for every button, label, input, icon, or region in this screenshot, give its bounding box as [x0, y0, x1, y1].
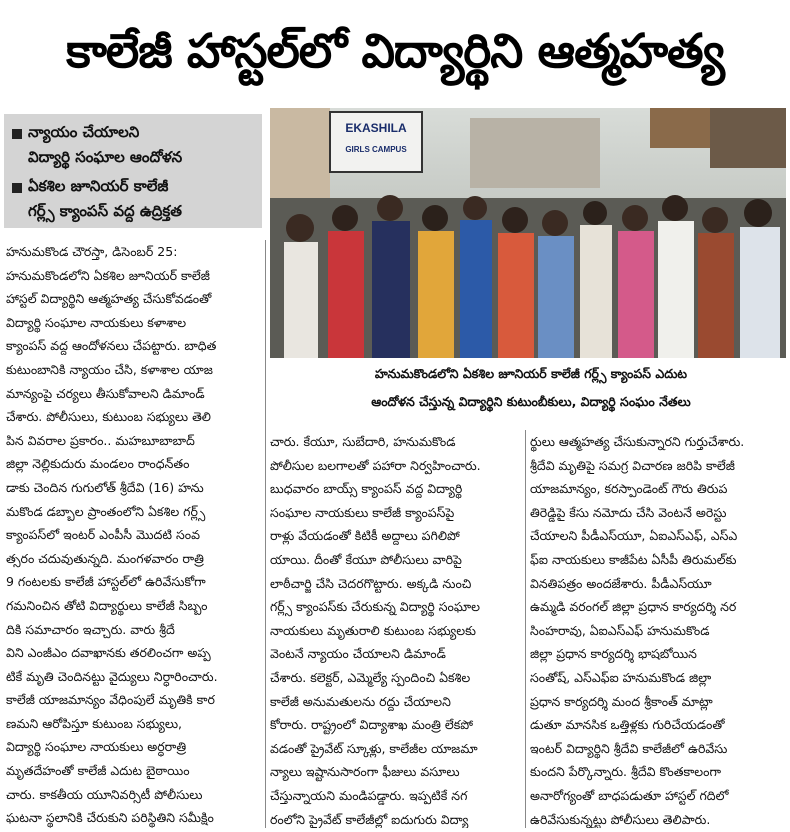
- caption-line: ఆందోళన చేస్తున్న విద్యార్థిని కుటుంబీకులు, విద్యార్థి సంఘం నేతలు: [371, 394, 691, 409]
- news-photo: [270, 108, 786, 358]
- article-line: టికే మృతి చెందినట్టు వైద్యులు నిర్ధారించారు.: [6, 668, 218, 684]
- article-line: సింహరావు, ఏఐఎస్‌ఎఫ్ హనుమకొండ: [530, 622, 710, 638]
- article-line: వెంటనే న్యాయం చేయాలని డిమాండ్: [270, 646, 446, 662]
- article-line: యాయి. దీంతో కేయూ పోలీసులు వారిపై: [270, 551, 462, 567]
- article-line: క్యాంపస్‌లో ఇంటర్ ఎంపీసీ మొదటి సంవ: [6, 527, 200, 543]
- article-line: డాకు చెందిన గుగులోత్ శ్రీదేవి (16) హను: [6, 479, 204, 495]
- article-line: ఘటనా స్థలానికి చేరుకుని పరిస్థితిని సమీక్షిం: [6, 810, 214, 826]
- article-line: మృతదేహంతో కాలేజీ ఎదుట బైఠాయిం: [6, 763, 190, 779]
- article-line: చేశారు. పోలీసులు, కుటుంబ సభ్యులు తెలి: [6, 409, 211, 425]
- article-line: రాళ్లు వేయడంతో కిటికీ అద్దాలు పగిలిపో: [270, 528, 460, 544]
- article-line: మకొండ డబ్బాల ప్రాంతంలోని ఏకశిల గర్ల్స్: [6, 503, 206, 519]
- subhead-line: విద్యార్థి సంఘాల ఆందోళన: [28, 148, 183, 166]
- article-line: పోలీసుల బలగాలతో పహారా నిర్వహించారు.: [270, 457, 481, 473]
- article-line: వినతిపత్రం అందజేశారు. పీడీఎస్‌యూ: [530, 575, 712, 591]
- article-line: హనుమకొండ చౌరస్తా, డిసెంబర్ 25:: [6, 244, 178, 259]
- article-line: తిరెడ్డిపై కేసు నమోదు చేసి వెంటనే అరెస్టు: [530, 504, 727, 520]
- subhead-line: గర్ల్స్ క్యాంపస్ వద్ద ఉద్రిక్తత: [28, 202, 182, 220]
- column-divider: [525, 430, 526, 828]
- article-line: కుందని పేర్కొన్నారు. శ్రీదేవి కొంతకాలంగా: [530, 764, 722, 780]
- article-line: త్సరం చదువుతున్నది. మంగళవారం రాత్రి: [6, 550, 204, 566]
- article-line: ఉమ్మడి వరంగల్ జిల్లా ప్రధాన కార్యదర్శి నర: [530, 599, 737, 615]
- article-line: పిన వివరాల ప్రకారం.. మహబూబాబాద్: [6, 432, 195, 448]
- sign-text-1: EKASHILA: [345, 121, 407, 135]
- subhead-1: [12, 120, 254, 170]
- article-line: జిల్లా ప్రధాన కార్యదర్శి భాషబోయిన: [530, 646, 697, 662]
- article-line: శ్రీదేవి మృతిపై సమగ్ర విచారణ జరిపి కాలేజీ: [530, 457, 735, 473]
- article-line: చేయాలని పీడీఎస్‌యూ, ఏఐఎస్‌ఎఫ్, ఎస్‌ఎ: [530, 528, 738, 544]
- article-column-1: [6, 240, 262, 828]
- article-line: కాలేజీ యాజమాన్యం వేధింపులే మృతికి కార: [6, 692, 215, 708]
- article-line: సంఘాల నాయకులు కాలేజీ క్యాంపస్‌పై: [270, 504, 455, 520]
- article-line: అనారోగ్యంతో బాధపడుతూ హాస్టల్ గదిలో: [530, 787, 729, 803]
- article-line: ఇంటర్ విద్యార్థిని శ్రీదేవి కాలేజీలో ఉరివేసు: [530, 740, 728, 756]
- subheads-box: [4, 114, 262, 228]
- article-line: గమనించిన తోటి విద్యార్థులు కాలేజీ సిబ్బం: [6, 597, 208, 613]
- article-line: బుధవారం బాయ్స్ క్యాంపస్ వద్ద విద్యార్థి: [270, 481, 463, 497]
- article-line: ఫ్‌ఐ నాయకులు కాజీపేట ఏసీపీ తిరుమల్‌కు: [530, 551, 737, 567]
- article-line: చేస్తున్నాయని మండిపడ్డారు. ఇప్పటికే నగ: [270, 787, 468, 803]
- article-line: ఉరివేసుకున్నట్టు పోలీసులు తెలిపారు.: [530, 811, 711, 827]
- bullet-icon: [12, 129, 22, 139]
- article-line: ణమని ఆరోపిస్తూ కుటుంబ సభ్యులు,: [6, 715, 183, 731]
- article-line: వడంతో ప్రైవేట్ స్కూళ్లు, కాలేజీల యాజమా: [270, 740, 478, 756]
- bullet-icon: [12, 183, 22, 193]
- article-line: క్యాంపస్ వద్ద ఆందోళనలు చేపట్టారు. బాధిత: [6, 338, 217, 354]
- article-line: యాజమాన్యం, కరస్పాండెంట్ గౌరు తిరుప: [530, 481, 728, 497]
- article-line: జిల్లా నెల్లికుదురు మండలం రాంధన్‌తం: [6, 456, 190, 472]
- article-line: సంతోష్, ఎస్‌ఎఫ్‌ఐ హనుమకొండ జిల్లా: [530, 669, 712, 685]
- article-line: విద్యార్థి సంఘాల నాయకులు కళాశాల: [6, 314, 187, 330]
- article-line: విని ఎంజీఎం దవాఖానకు తరలించగా అప్ప: [6, 645, 211, 661]
- subhead-line: న్యాయం చేయాలని: [28, 123, 140, 141]
- protest-photo-illustration: [270, 108, 786, 358]
- article-line: హాస్టల్ విద్యార్థిని ఆత్మహత్య చేసుకోవడంతో: [6, 291, 212, 307]
- subhead-2: [12, 174, 254, 224]
- article-line: న్యాలు ఇష్టానుసారంగా ఫీజులు వసూలు: [270, 764, 460, 780]
- column-divider: [265, 240, 266, 828]
- article-line: చారు. కాకతీయ యూనివర్సిటీ పోలీసులు: [6, 786, 203, 802]
- photo-caption: [296, 360, 766, 420]
- subhead-line: ఏకశిల జూనియర్ కాలేజీ: [28, 177, 169, 195]
- headline: కాలేజీ హాస్టల్‌లో విద్యార్థిని ఆత్మహత్య: [66, 24, 724, 79]
- caption-line: హనుమకొండలోని ఏకశిల జూనియర్ కాలేజీ గర్ల్స్ క్యాంపస్ ఎదుట: [374, 366, 688, 381]
- sign-text-2: GIRLS CAMPUS: [345, 145, 407, 154]
- article-line: చేశారు. కలెక్టర్, ఎమ్మెల్యే స్పందించి ఏకశిల: [270, 669, 471, 685]
- article-line: దికి సమాచారం ఇచ్చారు. వారు శ్రీదే: [6, 621, 175, 637]
- article-line: మాన్యంపై చర్యలు తీసుకోవాలని డిమాండ్: [6, 385, 205, 401]
- article-line: రంలోని ప్రైవేట్ కాలేజీల్లో ఐదుగురు విద్యా: [270, 811, 469, 827]
- article-line: కోరారు. రాష్ట్రంలో విద్యాశాఖ మంత్రి లేకపో: [270, 717, 473, 733]
- article-line: లాఠీచార్జి చేసి చెదరగొట్టారు. అక్కడి నుంచి: [270, 575, 472, 591]
- article-line: 9 గంటలకు కాలేజీ హాస్టల్‌లో ఉరివేసుకోగా: [6, 574, 206, 590]
- article-column-2: [270, 430, 520, 828]
- article-line: ప్రధాన కార్యదర్శి మంద శ్రీకాంత్ మాట్లా: [530, 693, 713, 709]
- article-line: కుటుంబానికి న్యాయం చేసి, కళాశాల యాజ: [6, 361, 213, 377]
- article-line: హనుమకొండలోని ఏకశిల జూనియర్ కాలేజీ: [6, 267, 210, 283]
- article-line: ర్థులు ఆత్మహత్య చేసుకున్నారని గుర్తుచేశారు.: [530, 434, 745, 449]
- article-line: గర్ల్స్ క్యాంపస్‌కు చేరుకున్న విద్యార్థి సంఘాల: [270, 599, 480, 615]
- article-line: కాలేజీ అనుమతులను రద్దు చేయాలని: [270, 693, 451, 709]
- article-line: నాయకులు మృతురాలి కుటుంబ సభ్యులకు: [270, 622, 476, 638]
- article-line: విద్యార్థి సంఘాల నాయకులు అర్ధరాత్రి: [6, 739, 187, 755]
- article-column-3: [530, 430, 784, 828]
- article-line: చారు. కేయూ, సుబేదారి, హనుమకొండ: [270, 434, 456, 449]
- article-line: డుతూ మానసిక ఒత్తిళ్లకు గురిచేయడంతో: [530, 717, 725, 733]
